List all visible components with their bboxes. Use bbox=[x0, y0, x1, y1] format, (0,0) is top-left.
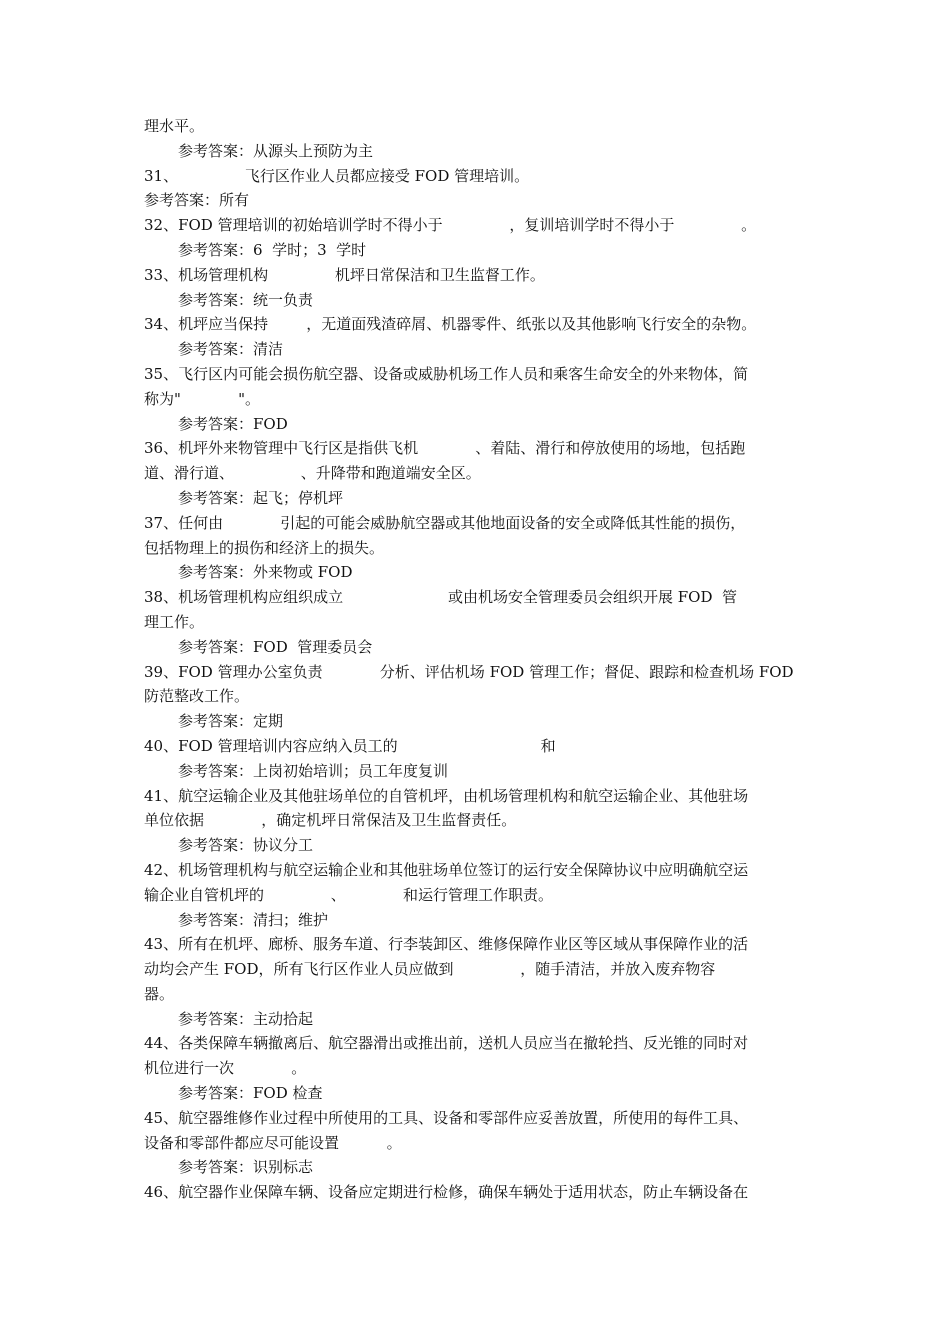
answer-line: 参考答案：协议分工 bbox=[178, 836, 314, 855]
question-line: 43、所有在机坪、廊桥、服务车道、行李装卸区、维修保障作业区等区域从事保障作业的活 bbox=[144, 935, 749, 954]
question-line: 动均会产生 FOD，所有飞行区作业人员应做到 ，随手清洁，并放入废弃物容 bbox=[144, 960, 716, 979]
question-line: 36、机坪外来物管理中飞行区是指供飞机 、着陆、滑行和停放使用的场地，包括跑 bbox=[144, 439, 746, 458]
question-line: 道、滑行道、 、升降带和跑道端安全区。 bbox=[144, 464, 481, 483]
question-line: 40、FOD 管理培训内容应纳入员工的 和 bbox=[144, 736, 556, 755]
question-line: 34、机坪应当保持 ，无道面残渣碎屑、机器零件、纸张以及其他影响飞行安全的杂物。 bbox=[144, 315, 757, 334]
answer-line: 参考答案：所有 bbox=[144, 191, 250, 210]
question-line: 45、航空器维修作业过程中所使用的工具、设备和零部件应妥善放置，所使用的每件工具、 bbox=[144, 1108, 749, 1127]
question-line: 35、飞行区内可能会损伤航空器、设备或威胁机场工作人员和乘客生命安全的外来物体，简 bbox=[144, 364, 749, 383]
answer-line: 参考答案：上岗初始培训；员工年度复训 bbox=[178, 761, 449, 780]
answer-line: 参考答案：6 学时；3 学时 bbox=[178, 240, 367, 259]
question-line: 输企业自管机坪的 、 和运行管理工作职责。 bbox=[144, 885, 553, 904]
answer-line: 参考答案：清扫；维护 bbox=[178, 910, 329, 929]
question-line: 设备和零部件都应尽可能设置 。 bbox=[144, 1133, 402, 1152]
question-line: 称为" "。 bbox=[144, 389, 261, 408]
question-line: 防范整改工作。 bbox=[144, 687, 250, 706]
answer-line: 参考答案：定期 bbox=[178, 712, 284, 731]
question-line: 机位进行一次 。 bbox=[144, 1059, 307, 1078]
answer-line: 参考答案：FOD 管理委员会 bbox=[178, 637, 373, 656]
question-line: 器。 bbox=[144, 984, 175, 1003]
question-line: 理工作。 bbox=[144, 612, 205, 631]
answer-line: 参考答案：外来物或 FOD bbox=[178, 563, 353, 582]
answer-line: 参考答案：清洁 bbox=[178, 340, 284, 359]
question-line: 41、航空运输企业及其他驻场单位的自管机坪，由机场管理机构和航空运输企业、其他驻场 bbox=[144, 786, 749, 805]
question-line: 46、航空器作业保障车辆、设备应定期进行检修，确保车辆处于适用状态，防止车辆设备在 bbox=[144, 1183, 749, 1202]
answer-line: 参考答案：FOD bbox=[178, 414, 288, 433]
question-list bbox=[144, 114, 812, 1205]
answer-line: 参考答案：起飞；停机坪 bbox=[178, 488, 344, 507]
question-line: 39、FOD 管理办公室负责 分析、评估机场 FOD 管理工作；督促、跟踪和检查机场 FOD bbox=[144, 662, 794, 681]
question-line: 38、机场管理机构应组织成立 或由机场安全管理委员会组织开展 FOD 管 bbox=[144, 588, 738, 607]
answer-line: 参考答案：FOD 检查 bbox=[178, 1084, 323, 1103]
answer-line: 参考答案：从源头上预防为主 bbox=[178, 141, 374, 160]
question-line: 44、各类保障车辆撤离后、航空器滑出或推出前，送机人员应当在撤轮挡、反光锥的同时对 bbox=[144, 1034, 749, 1053]
question-line: 包括物理上的损伤和经济上的损失。 bbox=[144, 538, 385, 557]
answer-line: 参考答案：主动拾起 bbox=[178, 1009, 314, 1028]
answer-line: 参考答案：统一负责 bbox=[178, 290, 314, 309]
question-line: 33、机场管理机构 机坪日常保洁和卫生监督工作。 bbox=[144, 265, 545, 284]
question-line: 37、任何由 引起的可能会威胁航空器或其他地面设备的安全或降低其性能的损伤， bbox=[144, 513, 746, 532]
answer-line: 参考答案：识别标志 bbox=[178, 1158, 314, 1177]
question-line: 32、FOD 管理培训的初始培训学时不得小于 ，复训培训学时不得小于 。 bbox=[144, 216, 757, 235]
question-line: 单位依据 ，确定机坪日常保洁及卫生监督责任。 bbox=[144, 811, 517, 830]
question-line: 理水平。 bbox=[144, 117, 205, 135]
question-line: 31、 飞行区作业人员都应接受 FOD 管理培训。 bbox=[144, 166, 530, 185]
question-line: 42、机场管理机构与航空运输企业和其他驻场单位签订的运行安全保障协议中应明确航空运 bbox=[144, 860, 749, 879]
